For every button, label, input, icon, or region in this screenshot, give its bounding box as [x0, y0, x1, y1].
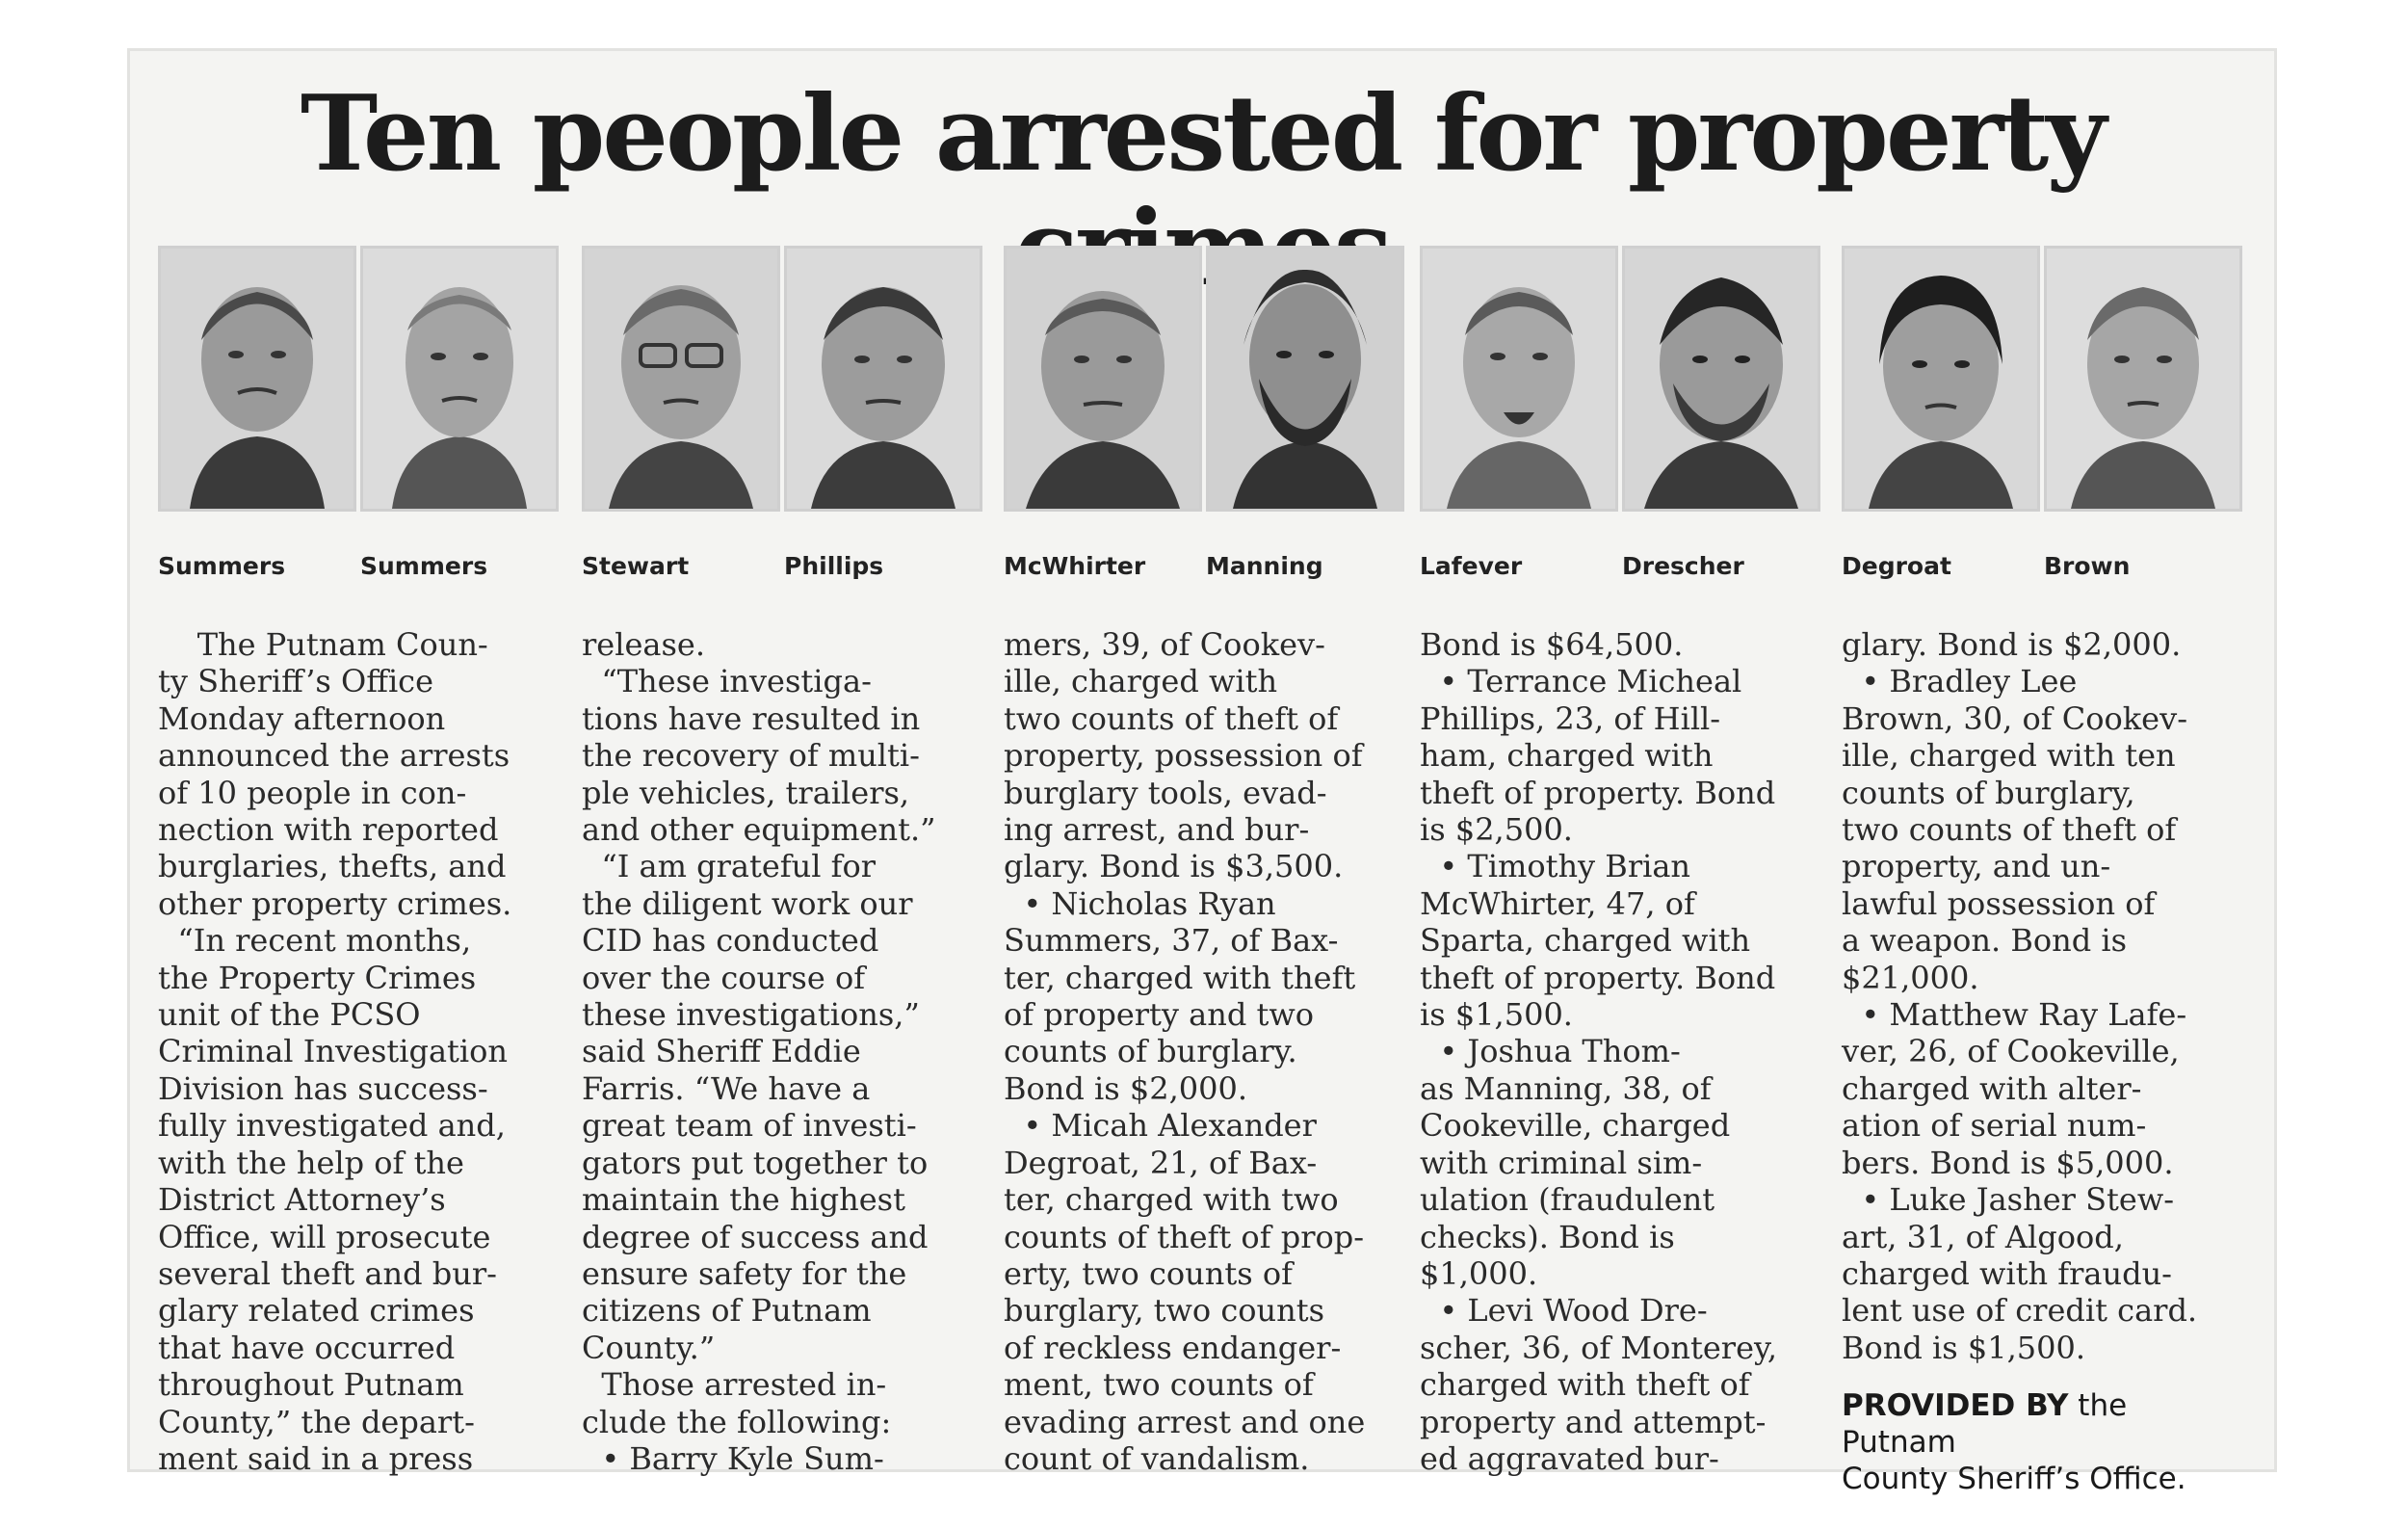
mugshot-caption: Summers [360, 552, 488, 580]
text-line: ty Sheriff’s Office [158, 663, 434, 700]
mugshot-row [158, 246, 2248, 612]
text-line: • Micah Alexander [1004, 1107, 1317, 1145]
text-line: glary. Bond is $2,000. [1842, 626, 2182, 663]
person-icon [2047, 249, 2239, 509]
text-line: theft of property. Bond [1420, 959, 1776, 996]
mugshot-pair [158, 246, 563, 612]
text-line: and other equipment.” [582, 811, 936, 849]
text-line: District Attorney’s [158, 1181, 446, 1219]
text-line: maintain the highest [582, 1181, 905, 1219]
mugshot-photo [1842, 246, 2040, 512]
text-line: fully investigated and, [158, 1107, 506, 1145]
text-line: with criminal sim- [1420, 1144, 1703, 1181]
text-line: Those arrested in- [582, 1366, 887, 1404]
mugshot-caption: Brown [2044, 552, 2131, 580]
text-line: burglary tools, evad- [1004, 774, 1327, 811]
text-line: counts of theft of prop- [1004, 1218, 1365, 1255]
credit-label: PROVIDED BY [1842, 1388, 2069, 1424]
text-line: great team of investi- [582, 1107, 917, 1145]
text-line: scher, 36, of Monterey, [1420, 1329, 1778, 1366]
person-icon [585, 249, 777, 509]
mugshot-caption: Stewart [582, 552, 690, 580]
person-icon [1625, 249, 1818, 509]
text-line: erty, two counts of [1004, 1254, 1293, 1292]
text-line: charged with theft of [1420, 1366, 1750, 1404]
text-line: charged with alter- [1842, 1069, 2142, 1107]
text-line: nection with reported [158, 811, 499, 849]
text-line: said Sheriff Eddie [582, 1033, 861, 1070]
text-line: theft of property. Bond [1420, 774, 1776, 811]
text-line: Sparta, charged with [1420, 922, 1751, 960]
text-line: mers, 39, of Cookev- [1004, 626, 1325, 663]
text-line: Bond is $2,000. [1004, 1069, 1248, 1107]
person-icon [1209, 249, 1401, 509]
text-line: ple vehicles, trailers, [582, 774, 910, 811]
text-line: ulation (fraudulent [1420, 1181, 1715, 1219]
mugshot-photo [158, 246, 356, 512]
text-line: Brown, 30, of Cookev- [1842, 699, 2187, 737]
text-line: Office, will prosecute [158, 1218, 491, 1255]
text-line: ter, charged with theft [1004, 959, 1356, 996]
photo-credit [1842, 1387, 2237, 1497]
text-line: art, 31, of Algood, [1842, 1218, 2124, 1255]
text-line: Summers, 37, of Bax- [1004, 922, 1339, 960]
text-line: burglaries, thefts, and [158, 848, 507, 885]
text-line: ver, 26, of Cookeville, [1842, 1033, 2180, 1070]
text-line: “These investiga- [582, 663, 872, 700]
text-line: citizens of Putnam [582, 1292, 872, 1330]
mugshot-caption: Phillips [784, 552, 884, 580]
text-line: The Putnam Coun- [158, 626, 488, 663]
text-line: ille, charged with [1004, 663, 1278, 700]
mugshot-caption: Summers [158, 552, 286, 580]
text-line: $1,000. [1420, 1254, 1538, 1292]
text-column [582, 626, 977, 1477]
text-line: property, and un- [1842, 848, 2111, 885]
text-line: of 10 people in con- [158, 774, 467, 811]
text-line: Degroat, 21, of Bax- [1004, 1144, 1318, 1181]
person-icon [363, 249, 556, 509]
text-line: gators put together to [582, 1144, 929, 1181]
text-line: property and attempt- [1420, 1403, 1767, 1440]
text-line: • Matthew Ray Lafe- [1842, 996, 2187, 1034]
text-line: $21,000. [1842, 959, 1979, 996]
text-line: lent use of credit card. [1842, 1292, 2198, 1330]
credit-text: County Sheriff’s Office. [1842, 1462, 2186, 1497]
text-line: that have occurred [158, 1329, 456, 1366]
person-icon [1845, 249, 2037, 509]
text-line: unit of the PCSO [158, 996, 421, 1034]
text-line: bers. Bond is $5,000. [1842, 1144, 2174, 1181]
text-line: counts of burglary. [1004, 1033, 1297, 1070]
text-column [1420, 626, 1815, 1477]
text-line: Bond is $1,500. [1842, 1329, 2086, 1366]
newspaper-clipping [127, 48, 2277, 1497]
text-line: “I am grateful for [582, 848, 877, 885]
text-line: two counts of theft of [1004, 699, 1339, 737]
text-line: glary. Bond is $3,500. [1004, 848, 1344, 885]
mugshot-photo [360, 246, 559, 512]
text-line: ing arrest, and bur- [1004, 811, 1310, 849]
text-line: is $2,500. [1420, 811, 1573, 849]
text-line: degree of success and [582, 1218, 929, 1255]
text-line: count of vandalism. [1004, 1439, 1310, 1477]
mugshot-photo [1206, 246, 1404, 512]
text-line: ille, charged with ten [1842, 737, 2176, 775]
text-line: over the course of [582, 959, 866, 996]
text-line: • Luke Jasher Stew- [1842, 1181, 2175, 1219]
text-line: charged with fraudu- [1842, 1254, 2172, 1292]
credit-text: the Putnam [1842, 1388, 2128, 1461]
mugshot-pair [1420, 246, 1824, 612]
text-line: as Manning, 38, of [1420, 1069, 1712, 1107]
person-icon [1007, 249, 1199, 509]
text-line: the recovery of multi- [582, 737, 920, 775]
text-line: lawful possession of [1842, 884, 2156, 922]
mugshot-caption: Drescher [1622, 552, 1744, 580]
text-line: checks). Bond is [1420, 1218, 1675, 1255]
text-line: Criminal Investigation [158, 1033, 508, 1070]
text-line: County,” the depart- [158, 1403, 475, 1440]
text-line: • Terrance Micheal [1420, 663, 1742, 700]
person-icon [161, 249, 353, 509]
text-line: County.” [582, 1329, 716, 1366]
text-line: of reckless endanger- [1004, 1329, 1342, 1366]
mugshot-photo [784, 246, 982, 512]
text-line: ment said in a press [158, 1439, 474, 1477]
text-line: Monday afternoon [158, 699, 446, 737]
text-line: property, possession of [1004, 737, 1363, 775]
text-line: ter, charged with two [1004, 1181, 1339, 1219]
text-line: clude the following: [582, 1403, 892, 1440]
mugshot-photo [582, 246, 780, 512]
text-line: glary related crimes [158, 1292, 475, 1330]
text-line: “In recent months, [158, 922, 472, 960]
text-line: tions have resulted in [582, 699, 921, 737]
text-line: of property and two [1004, 996, 1315, 1034]
text-line: • Joshua Thom- [1420, 1033, 1681, 1070]
text-line: these investigations,” [582, 996, 920, 1034]
text-line: the Property Crimes [158, 959, 477, 996]
text-line: the diligent work our [582, 884, 913, 922]
text-line: other property crimes. [158, 884, 512, 922]
text-line: release. [582, 626, 706, 663]
text-line: • Bradley Lee [1842, 663, 2078, 700]
text-column [1842, 626, 2237, 1497]
mugshot-caption: McWhirter [1004, 552, 1146, 580]
mugshot-photo [2044, 246, 2242, 512]
person-icon [1423, 249, 1615, 509]
text-line: ensure safety for the [582, 1254, 907, 1292]
headline: Ten people arrested for property [300, 73, 2105, 195]
text-line: burglary, two counts [1004, 1292, 1325, 1330]
text-line: throughout Putnam [158, 1366, 464, 1404]
mugshot-pair [582, 246, 986, 612]
mugshot-photo [1004, 246, 1202, 512]
text-line: announced the arrests [158, 737, 510, 775]
text-line: Bond is $64,500. [1420, 626, 1684, 663]
mugshot-caption: Manning [1206, 552, 1323, 580]
column-lines [1842, 626, 2237, 1366]
text-line: ment, two counts of [1004, 1366, 1314, 1404]
text-line: ham, charged with [1420, 737, 1714, 775]
text-line: several theft and bur- [158, 1254, 497, 1292]
text-line: Division has success- [158, 1069, 488, 1107]
text-line: • Timothy Brian [1420, 848, 1691, 885]
text-line: • Barry Kyle Sum- [582, 1439, 884, 1477]
text-line: a weapon. Bond is [1842, 922, 2128, 960]
text-line: ed aggravated bur- [1420, 1439, 1719, 1477]
text-line: two counts of theft of [1842, 811, 2177, 849]
mugshot-pair [1842, 246, 2246, 612]
text-line: CID has conducted [582, 922, 879, 960]
text-line: • Levi Wood Dre- [1420, 1292, 1708, 1330]
text-line: ation of serial num- [1842, 1107, 2147, 1145]
text-line: Phillips, 23, of Hill- [1420, 699, 1721, 737]
text-line: counts of burglary, [1842, 774, 2135, 811]
text-column [1004, 626, 1399, 1477]
article-body [158, 626, 2258, 1497]
person-icon [787, 249, 980, 509]
mugshot-photo [1420, 246, 1618, 512]
text-line: with the help of the [158, 1144, 464, 1181]
text-line: evading arrest and one [1004, 1403, 1366, 1440]
mugshot-caption: Lafever [1420, 552, 1523, 580]
mugshot-pair [1004, 246, 1408, 612]
text-line: Farris. “We have a [582, 1069, 871, 1107]
text-column [158, 626, 553, 1477]
mugshot-photo [1622, 246, 1820, 512]
mugshot-caption: Degroat [1842, 552, 1951, 580]
text-line: McWhirter, 47, of [1420, 884, 1695, 922]
text-line: • Nicholas Ryan [1004, 884, 1276, 922]
text-line: is $1,500. [1420, 996, 1573, 1034]
text-line: Cookeville, charged [1420, 1107, 1731, 1145]
